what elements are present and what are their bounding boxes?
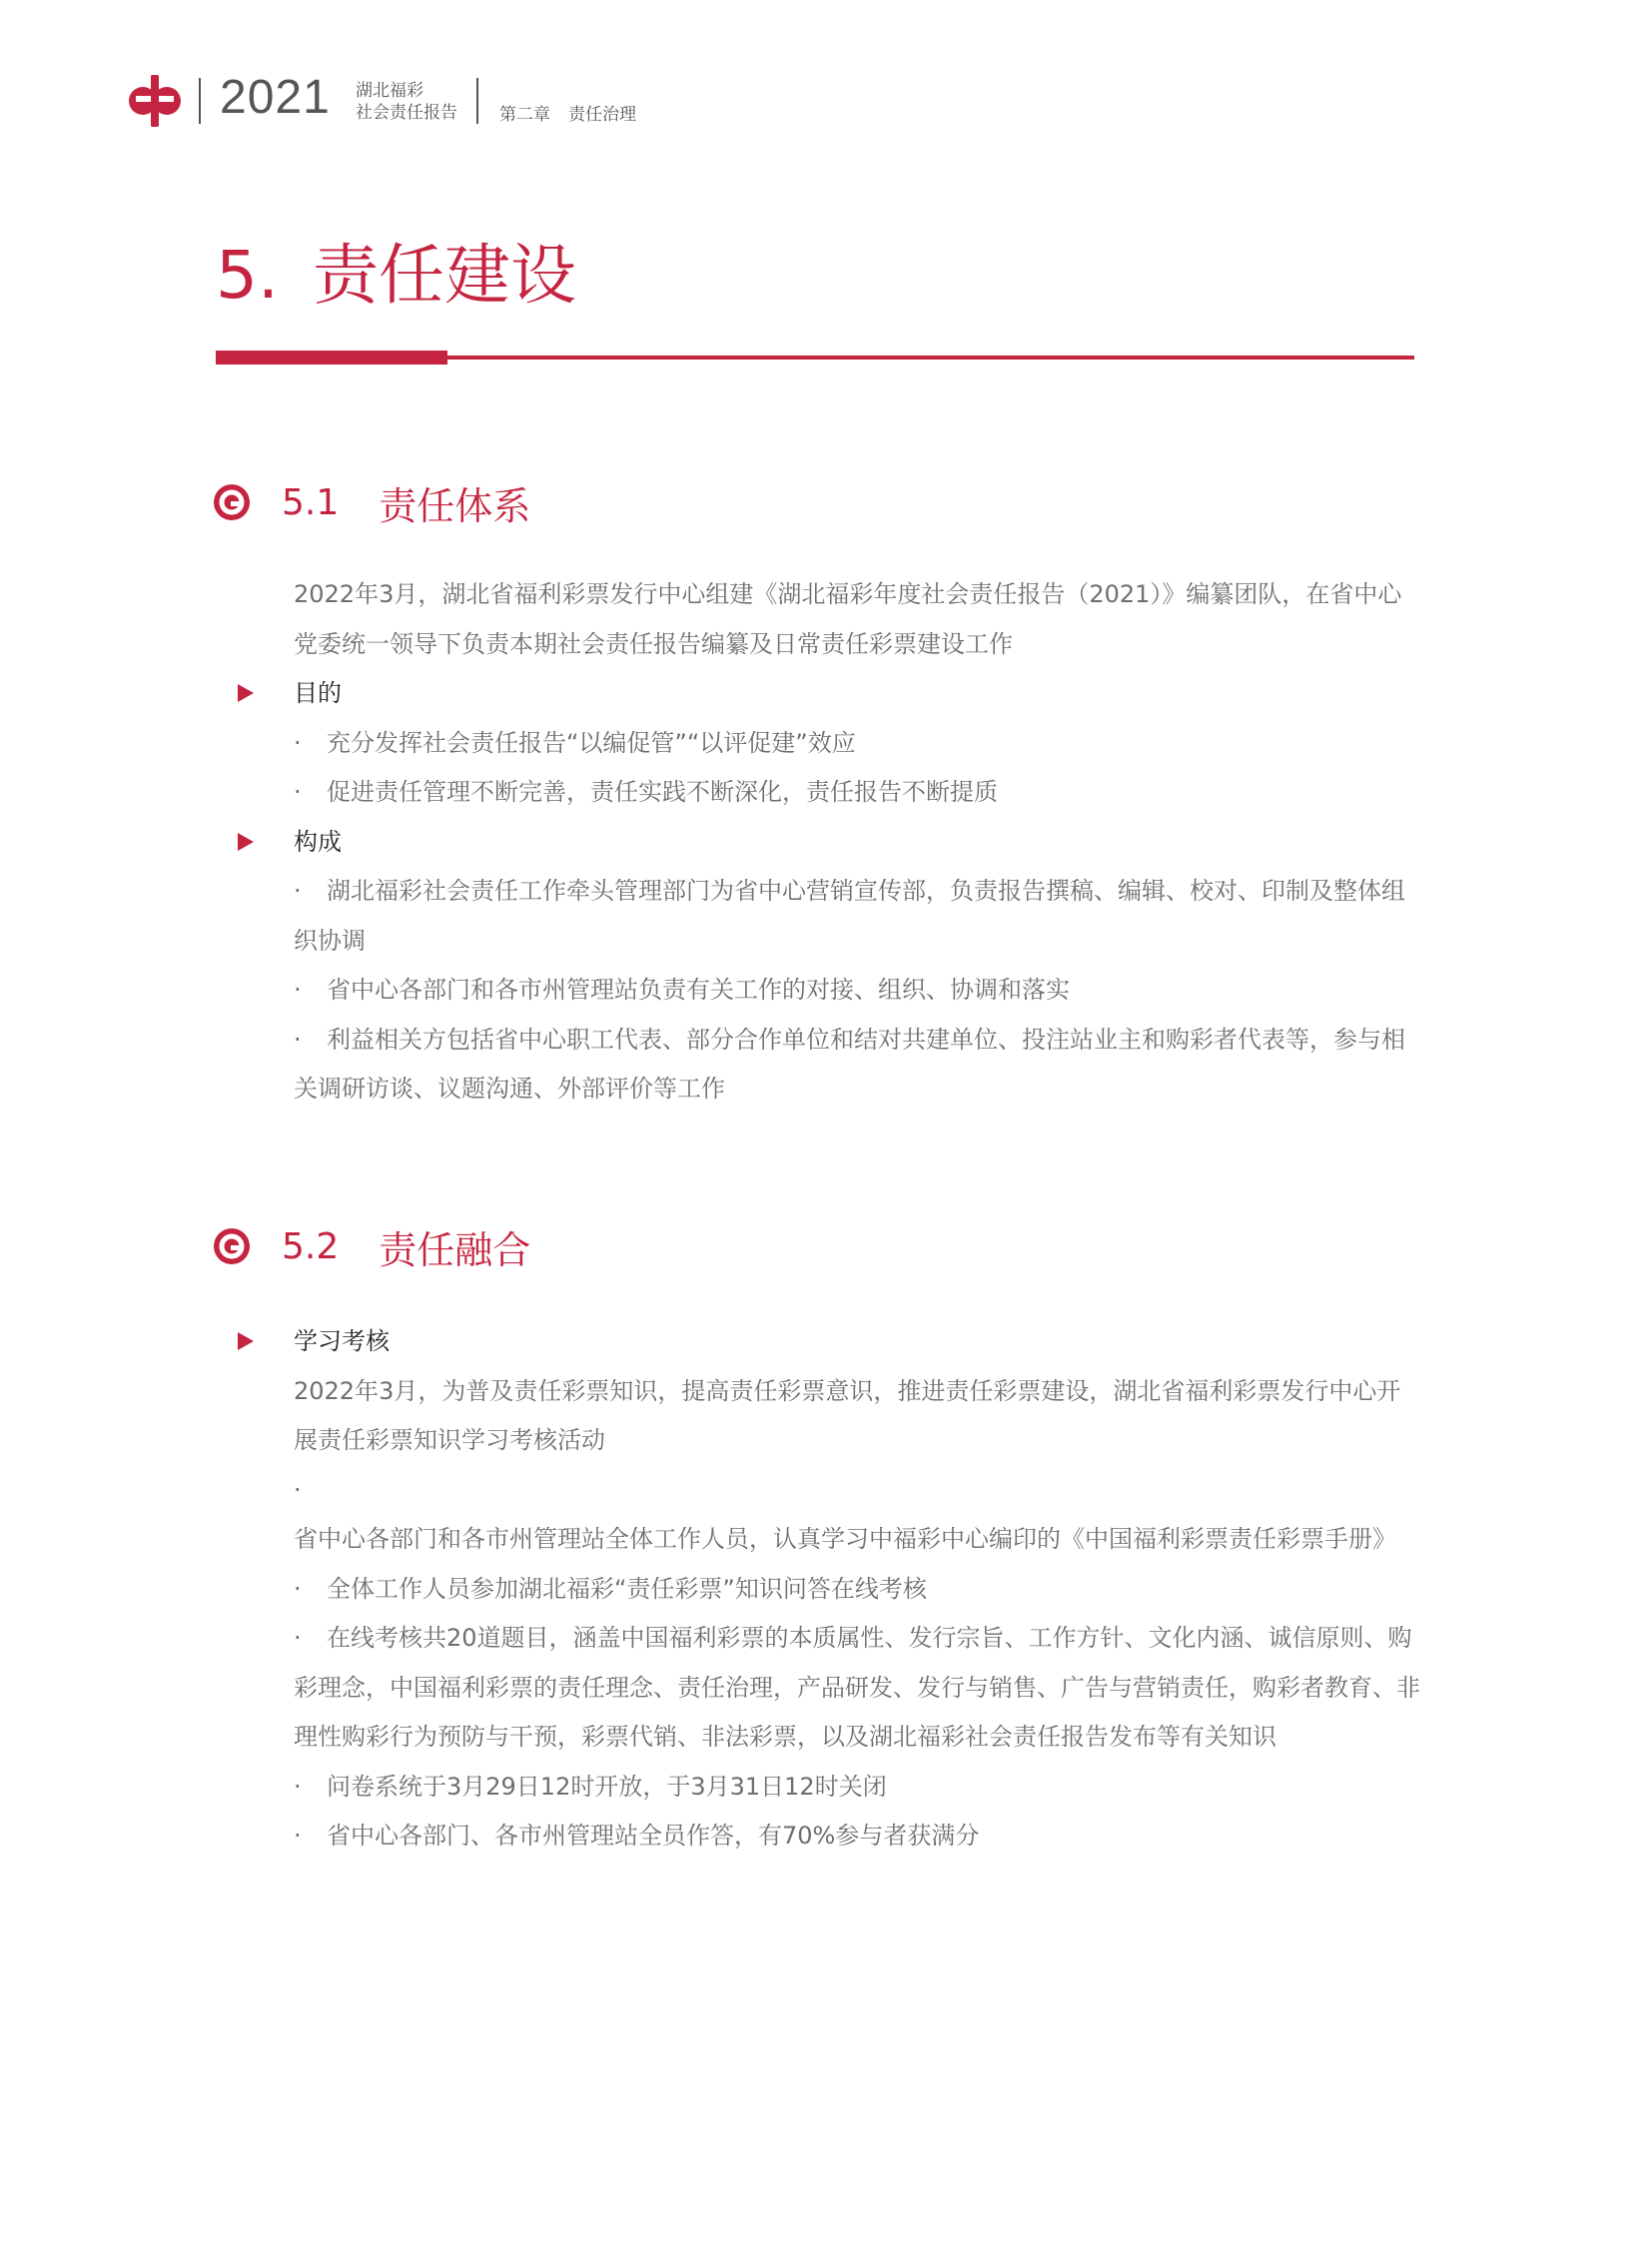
section-intro: 2022年3月，为普及责任彩票知识，提高责任彩票意识，推进责任彩票建设，湖北省福利彩票发行中心开展责任彩票知识学习考核活动 — [294, 1376, 1401, 1454]
subheading-study — [294, 1317, 1422, 1367]
page-title-text: 责任建设 — [312, 237, 576, 314]
list-item: · 湖北福彩社会责任工作牵头管理部门为省中心营销宣传部，负责报告撰稿、编辑、校对、印制及整体组织协调 — [294, 877, 1405, 955]
report-name — [356, 80, 457, 124]
page-title — [216, 236, 576, 316]
subheading-composition — [294, 818, 1422, 868]
chapter-number: 第二章 — [499, 105, 550, 125]
header-divider — [199, 78, 201, 124]
report-name-line2: 社会责任报告 — [356, 103, 457, 123]
section-marker-icon — [212, 1226, 252, 1266]
report-year: 2021 — [220, 71, 331, 124]
subheading-label: 目的 — [294, 679, 342, 707]
header-divider — [476, 78, 478, 124]
page-title-number: 5. — [216, 237, 279, 314]
list-item: ·省中心各部门和各市州管理站全体工作人员，认真学习中福彩中心编印的《中国福利彩票责任彩票手册》 — [294, 1475, 1396, 1553]
title-underline-accent — [216, 351, 447, 365]
report-name-line1: 湖北福彩 — [356, 81, 423, 101]
welfare-lottery-logo-icon — [126, 72, 184, 130]
chapter-label — [499, 104, 636, 126]
section-5-1-body — [294, 570, 1422, 1115]
list-item: · 在线考核共20道题目，涵盖中国福利彩票的本质属性、发行宗旨、工作方针、文化内涵、诚信原则、购彩理念，中国福利彩票的责任理念、责任治理，产品研发、发行与销售、广告与营销责任，购彩者教育、非理性购彩行为预防与干预，彩票代销、非法彩票，以及湖北福彩社会责任报告发布等有关知识 — [294, 1624, 1420, 1751]
triangle-bullet-icon — [238, 833, 254, 851]
list-item: · 省中心各部门和各市州管理站负责有关工作的对接、组织、协调和落实 — [294, 976, 1070, 1004]
section-number: 5.1 — [282, 481, 340, 523]
section-intro: 2022年3月，湖北省福利彩票发行中心组建《湖北福彩年度社会责任报告（2021）》编纂团队，在省中心党委统一领导下负责本期社会责任报告编纂及日常责任彩票建设工作 — [294, 580, 1402, 658]
list-item: · 促进责任管理不断完善，责任实践不断深化，责任报告不断提质 — [294, 778, 998, 806]
section-heading-5-2 — [212, 1221, 530, 1271]
section-marker-icon — [212, 482, 252, 522]
list-item: · 省中心各部门、各市州管理站全员作答，有70%参与者获满分 — [294, 1822, 980, 1850]
subheading-purpose — [294, 669, 1422, 719]
section-title: 责任融合 — [379, 1227, 531, 1272]
list-item: · 全体工作人员参加湖北福彩“责任彩票”知识问答在线考核 — [294, 1574, 927, 1603]
list-item: · 利益相关方包括省中心职工代表、部分合作单位和结对共建单位、投注站业主和购彩者代表等，参与相关调研访谈、议题沟通、外部评价等工作 — [294, 1025, 1405, 1103]
list-item: · 充分发挥社会责任报告“以编促管”“以评促建”效应 — [294, 728, 856, 757]
triangle-bullet-icon — [238, 1332, 254, 1350]
chapter-topic: 责任治理 — [568, 105, 636, 125]
triangle-bullet-icon — [238, 684, 254, 702]
section-5-2-body — [294, 1317, 1422, 1862]
section-heading-5-1 — [212, 477, 530, 527]
subheading-label: 构成 — [294, 827, 342, 856]
section-number: 5.2 — [282, 1225, 340, 1267]
subheading-label: 学习考核 — [294, 1327, 390, 1355]
section-title: 责任体系 — [379, 483, 531, 528]
list-item: · 问卷系统于3月29日12时开放，于3月31日12时关闭 — [294, 1772, 887, 1801]
